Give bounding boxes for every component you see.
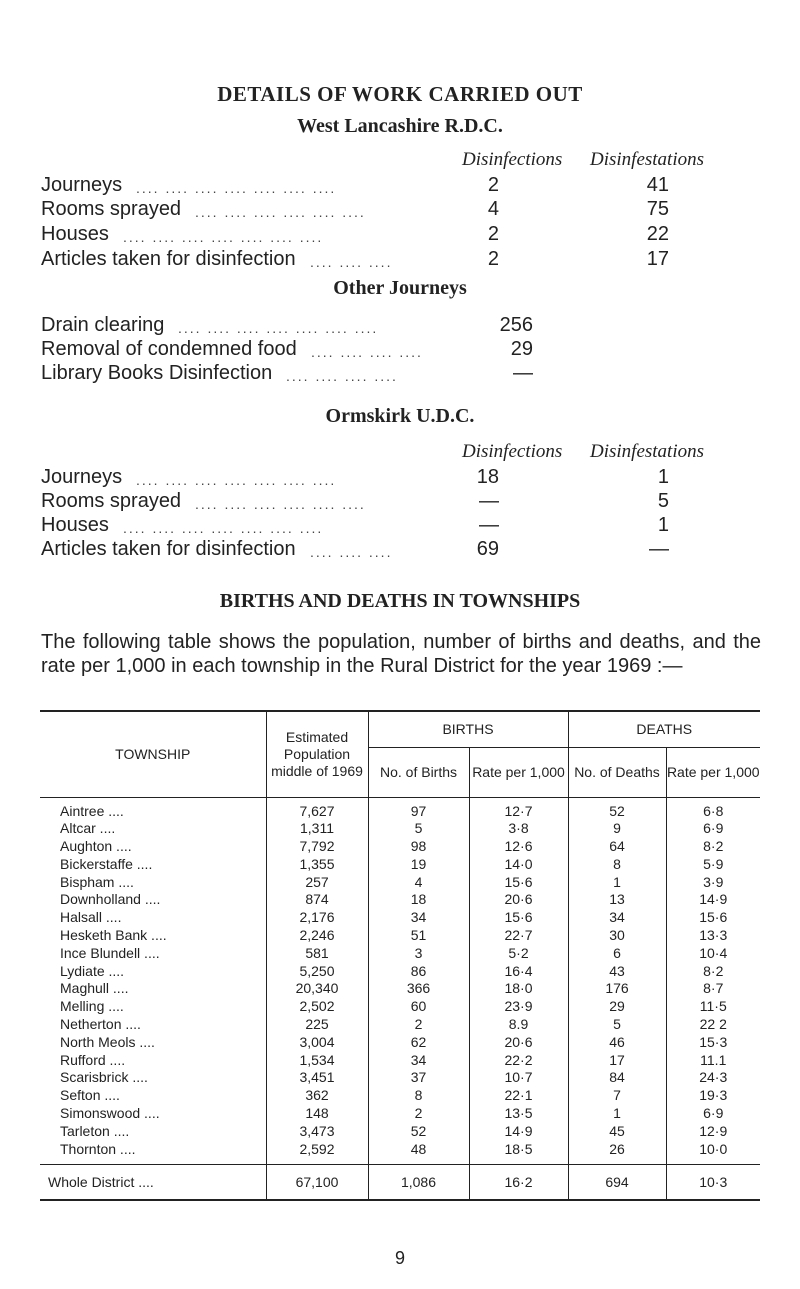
value-cell: 10·7 — [469, 1069, 568, 1087]
value-cell: 1 — [568, 1105, 666, 1123]
leader-dots: .... .... .... — [310, 254, 393, 270]
value-cell: 1,534 — [266, 1052, 368, 1070]
value-cell: 7,792 — [266, 838, 368, 856]
leader-dots: .... .... .... .... .... .... .... — [123, 520, 324, 536]
intro-paragraph: The following table shows the population, number of births and deaths, and the rate per 1,000 in each township in the Rural District for the year 1969 :— — [41, 631, 761, 677]
total-value: 1,086 — [368, 1165, 469, 1201]
value-cell: 20,340 — [266, 980, 368, 998]
value-cell: 8·2 — [666, 963, 760, 981]
row-label: Articles taken for disinfection — [41, 538, 296, 560]
value-cell: 22·7 — [469, 927, 568, 945]
value-cell: 2,592 — [266, 1141, 368, 1165]
other-heading: Other Journeys — [333, 277, 467, 299]
township-cell: Bispham .... — [60, 873, 134, 890]
value-cell: 2,246 — [266, 927, 368, 945]
leader-dots: .... .... .... .... .... .... .... — [178, 320, 379, 336]
value-cell: 8·2 — [666, 838, 760, 856]
total-label: Whole District .... — [48, 1174, 154, 1191]
table-row — [40, 1087, 760, 1105]
value-cell: 5,250 — [266, 963, 368, 981]
value-cell: 2 — [368, 1016, 469, 1034]
disinfections-value: 2 — [487, 223, 499, 245]
disinfestations-value: 1 — [657, 466, 669, 488]
value-cell: 15·3 — [666, 1034, 760, 1052]
births-deaths-heading: BIRTHS AND DEATHS IN TOWNSHIPS — [219, 590, 581, 612]
leader-dots: .... .... .... .... .... .... — [195, 204, 366, 220]
value-cell: 51 — [368, 927, 469, 945]
value-cell: 15·6 — [469, 874, 568, 892]
value-cell: 6 — [568, 945, 666, 963]
row-label: Drain clearing — [41, 314, 165, 336]
township-cell: North Meols .... — [60, 1033, 155, 1050]
value-cell: 13·3 — [666, 927, 760, 945]
value-cell: 22 2 — [666, 1016, 760, 1034]
disinfestations-value: 41 — [646, 174, 669, 196]
value-cell: 26 — [568, 1141, 666, 1165]
table-row — [40, 1034, 760, 1052]
col-deaths: DEATHS — [568, 711, 760, 747]
township-cell: Hesketh Bank .... — [60, 927, 167, 944]
value-cell: 8 — [368, 1087, 469, 1105]
leader-dots: .... .... .... .... — [311, 344, 423, 360]
value-cell: 3 — [368, 945, 469, 963]
disinfections-value: 18 — [476, 466, 499, 488]
value-cell: 148 — [266, 1105, 368, 1123]
row-label: Library Books Disinfection — [41, 362, 273, 384]
value-cell: 1,355 — [266, 856, 368, 874]
township-cell: Halsall .... — [60, 909, 122, 926]
west-col-disinfections: Disinfections — [462, 149, 563, 170]
township-cell: Ince Blundell .... — [60, 944, 160, 961]
journeys-value: — — [513, 362, 533, 384]
disinfections-value: — — [479, 490, 499, 512]
row-label: Journeys — [41, 174, 123, 196]
table-row — [40, 1141, 760, 1165]
value-cell: 22·1 — [469, 1087, 568, 1105]
disinfestations-value: 22 — [646, 223, 669, 245]
leader-dots: .... .... .... .... .... .... .... — [136, 180, 337, 196]
disinfestations-value: 75 — [646, 198, 669, 220]
leader-dots: .... .... .... .... .... .... — [195, 496, 366, 512]
journeys-value: 29 — [510, 338, 533, 360]
page-title: DETAILS OF WORK CARRIED OUT — [217, 82, 583, 106]
value-cell: 257 — [266, 874, 368, 892]
col-births-rate: Rate per 1,000 — [469, 747, 568, 797]
table-row — [40, 1016, 760, 1034]
value-cell: 7,627 — [266, 797, 368, 820]
table-row — [40, 838, 760, 856]
value-cell: 20·6 — [469, 1034, 568, 1052]
work-row — [41, 198, 701, 222]
value-cell: 34 — [368, 909, 469, 927]
value-cell: 43 — [568, 963, 666, 981]
township-cell: Altcar .... — [60, 820, 116, 837]
value-cell: 10·4 — [666, 945, 760, 963]
value-cell: 30 — [568, 927, 666, 945]
township-cell: Scarisbrick .... — [60, 1069, 148, 1086]
township-cell: Lydiate .... — [60, 962, 125, 979]
work-row — [41, 314, 701, 338]
value-cell: 3·8 — [469, 820, 568, 838]
value-cell: 13 — [568, 891, 666, 909]
value-cell: 24·3 — [666, 1069, 760, 1087]
value-cell: 6·9 — [666, 820, 760, 838]
row-label: Houses — [41, 514, 109, 536]
value-cell: 11·5 — [666, 998, 760, 1016]
table-row — [40, 927, 760, 945]
page-number: 9 — [394, 1248, 405, 1268]
west-heading: West Lancashire R.D.C. — [297, 115, 503, 137]
leader-dots: .... .... .... — [310, 544, 393, 560]
table-row — [40, 998, 760, 1016]
value-cell: 48 — [368, 1141, 469, 1165]
total-row — [40, 1165, 760, 1201]
work-row — [41, 514, 701, 538]
disinfections-value: 2 — [487, 248, 499, 270]
value-cell: 46 — [568, 1034, 666, 1052]
township-cell: Melling .... — [60, 998, 124, 1015]
west-col-disinfestations: Disinfestations — [590, 149, 705, 170]
value-cell: 17 — [568, 1052, 666, 1070]
disinfections-value: — — [479, 514, 499, 536]
value-cell: 5 — [368, 820, 469, 838]
township-cell: Rufford .... — [60, 1051, 126, 1068]
value-cell: 14·0 — [469, 856, 568, 874]
value-cell: 22·2 — [469, 1052, 568, 1070]
value-cell: 18 — [368, 891, 469, 909]
value-cell: 86 — [368, 963, 469, 981]
value-cell: 52 — [568, 797, 666, 820]
township-cell: Netherton .... — [60, 1016, 141, 1033]
disinfections-value: 69 — [476, 538, 499, 560]
col-deaths-rate: Rate per 1,000 — [666, 747, 760, 797]
value-cell: 176 — [568, 980, 666, 998]
table-row — [40, 891, 760, 909]
ormskirk-col-disinfestations: Disinfestations — [590, 441, 705, 462]
value-cell: 19·3 — [666, 1087, 760, 1105]
value-cell: 12·9 — [666, 1123, 760, 1141]
value-cell: 34 — [568, 909, 666, 927]
col-population: Estimated Population middle of 1969 — [266, 711, 368, 797]
row-label: Articles taken for disinfection — [41, 248, 296, 270]
table-row — [40, 980, 760, 998]
col-township: TOWNSHIP — [40, 711, 266, 797]
value-cell: 19 — [368, 856, 469, 874]
total-value: 694 — [568, 1165, 666, 1201]
col-births-no: No. of Births — [368, 747, 469, 797]
value-cell: 2 — [368, 1105, 469, 1123]
disinfestations-value: 17 — [646, 248, 669, 270]
townships-table — [40, 710, 760, 1201]
value-cell: 98 — [368, 838, 469, 856]
table-row — [40, 909, 760, 927]
value-cell: 45 — [568, 1123, 666, 1141]
value-cell: 16·4 — [469, 963, 568, 981]
value-cell: 6·9 — [666, 1105, 760, 1123]
value-cell: 34 — [368, 1052, 469, 1070]
township-cell: Thornton .... — [60, 1140, 136, 1157]
ormskirk-heading: Ormskirk U.D.C. — [325, 405, 475, 427]
value-cell: 11.1 — [666, 1052, 760, 1070]
township-cell: Downholland .... — [60, 891, 161, 908]
row-label: Houses — [41, 223, 109, 245]
value-cell: 14·9 — [666, 891, 760, 909]
leader-dots: .... .... .... .... .... .... .... — [136, 472, 337, 488]
value-cell: 5·9 — [666, 856, 760, 874]
value-cell: 1 — [568, 874, 666, 892]
value-cell: 1,311 — [266, 820, 368, 838]
value-cell: 8 — [568, 856, 666, 874]
value-cell: 13·5 — [469, 1105, 568, 1123]
value-cell: 2,502 — [266, 998, 368, 1016]
row-label: Rooms sprayed — [41, 490, 182, 512]
disinfestations-value: 5 — [657, 490, 669, 512]
township-cell: Simonswood .... — [60, 1105, 160, 1122]
value-cell: 15·6 — [469, 909, 568, 927]
leader-dots: .... .... .... .... — [286, 368, 398, 384]
table-row — [40, 963, 760, 981]
work-row — [41, 174, 701, 198]
value-cell: 18·5 — [469, 1141, 568, 1165]
value-cell: 225 — [266, 1016, 368, 1034]
value-cell: 14·9 — [469, 1123, 568, 1141]
value-cell: 97 — [368, 797, 469, 820]
work-row — [41, 338, 701, 362]
value-cell: 581 — [266, 945, 368, 963]
value-cell: 29 — [568, 998, 666, 1016]
value-cell: 5 — [568, 1016, 666, 1034]
value-cell: 874 — [266, 891, 368, 909]
disinfestations-value: 1 — [657, 514, 669, 536]
value-cell: 10·0 — [666, 1141, 760, 1165]
value-cell: 3,004 — [266, 1034, 368, 1052]
value-cell: 15·6 — [666, 909, 760, 927]
value-cell: 37 — [368, 1069, 469, 1087]
table-row — [40, 945, 760, 963]
value-cell: 5·2 — [469, 945, 568, 963]
disinfestations-value: — — [649, 538, 669, 560]
value-cell: 52 — [368, 1123, 469, 1141]
col-births: BIRTHS — [368, 711, 568, 747]
township-cell: Tarleton .... — [60, 1122, 130, 1139]
leader-dots: .... .... .... .... .... .... .... — [123, 229, 324, 245]
row-label: Removal of condemned food — [41, 338, 297, 360]
value-cell: 3,451 — [266, 1069, 368, 1087]
value-cell: 2,176 — [266, 909, 368, 927]
value-cell: 7 — [568, 1087, 666, 1105]
value-cell: 12·6 — [469, 838, 568, 856]
value-cell: 3·9 — [666, 874, 760, 892]
value-cell: 8·7 — [666, 980, 760, 998]
disinfections-value: 2 — [487, 174, 499, 196]
value-cell: 12·7 — [469, 797, 568, 820]
table-row — [40, 1105, 760, 1123]
township-cell: Aintree .... — [60, 802, 124, 819]
total-value: 67,100 — [266, 1165, 368, 1201]
table-row — [40, 797, 760, 820]
row-label: Journeys — [41, 466, 123, 488]
work-row — [41, 490, 701, 514]
disinfections-value: 4 — [487, 198, 499, 220]
value-cell: 6·8 — [666, 797, 760, 820]
value-cell: 60 — [368, 998, 469, 1016]
value-cell: 9 — [568, 820, 666, 838]
table-row — [40, 1123, 760, 1141]
table-row — [40, 874, 760, 892]
value-cell: 64 — [568, 838, 666, 856]
value-cell: 20·6 — [469, 891, 568, 909]
table-row — [40, 856, 760, 874]
table-row — [40, 1069, 760, 1087]
township-cell: Sefton .... — [60, 1087, 120, 1104]
total-value: 16·2 — [469, 1165, 568, 1201]
value-cell: 3,473 — [266, 1123, 368, 1141]
col-deaths-no: No. of Deaths — [568, 747, 666, 797]
township-cell: Maghull .... — [60, 980, 129, 997]
work-row — [41, 248, 701, 272]
ormskirk-col-disinfections: Disinfections — [462, 441, 563, 462]
work-row — [41, 362, 701, 386]
table-row — [40, 820, 760, 838]
work-row — [41, 466, 701, 490]
journeys-value: 256 — [499, 314, 533, 336]
total-value: 10·3 — [666, 1165, 760, 1201]
value-cell: 362 — [266, 1087, 368, 1105]
row-label: Rooms sprayed — [41, 198, 182, 220]
value-cell: 23·9 — [469, 998, 568, 1016]
value-cell: 18·0 — [469, 980, 568, 998]
value-cell: 8.9 — [469, 1016, 568, 1034]
value-cell: 4 — [368, 874, 469, 892]
value-cell: 84 — [568, 1069, 666, 1087]
value-cell: 62 — [368, 1034, 469, 1052]
work-row — [41, 538, 701, 562]
township-cell: Bickerstaffe .... — [60, 855, 153, 872]
table-row — [40, 1052, 760, 1070]
value-cell: 366 — [368, 980, 469, 998]
work-row — [41, 223, 701, 247]
township-cell: Aughton .... — [60, 838, 132, 855]
